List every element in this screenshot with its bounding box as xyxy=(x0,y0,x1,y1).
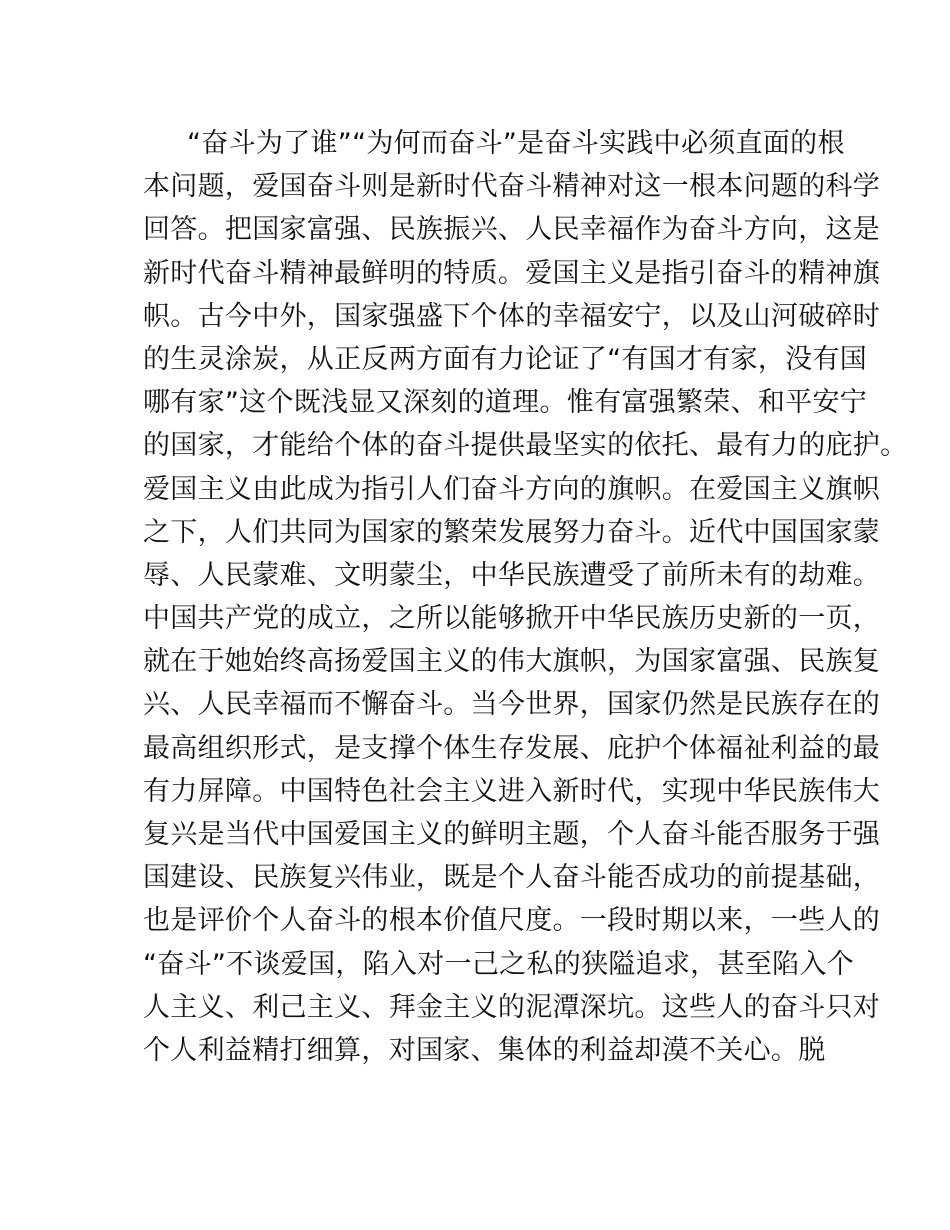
text-line: 人主义、利己主义、拜金主义的泥潭深坑。这些人的奋斗只对 xyxy=(143,991,881,1023)
text-line: 有力屏障。中国特色社会主义进入新时代，实现中华民族伟大 xyxy=(143,775,881,807)
text-line: 个人利益精打细算，对国家、集体的利益却漠不关心。脱 xyxy=(143,1034,826,1066)
text-line: 的国家，才能给个体的奋斗提供最坚实的依托、最有力的庇护。 xyxy=(143,430,908,462)
text-line: 就在于她始终高扬爱国主义的伟大旗帜，为国家富强、民族复 xyxy=(143,646,881,678)
text-line: 中国共产党的成立，之所以能够掀开中华民族历史新的一页， xyxy=(143,603,881,635)
text-line: 新时代奋斗精神最鲜明的特质。爱国主义是指引奋斗的精神旗 xyxy=(143,257,881,289)
text-line: 本问题，爱国奋斗则是新时代奋斗精神对这一根本问题的科学 xyxy=(143,171,881,203)
text-line: 的生灵涂炭，从正反两方面有力论证了“有国才有家，没有国 xyxy=(143,343,868,375)
text-line: 兴、人民幸福而不懈奋斗。当今世界，国家仍然是民族存在的 xyxy=(143,689,881,721)
text-line: “奋斗为了谁”“为何而奋斗”是奋斗实践中必须直面的根 xyxy=(187,128,845,159)
text-line: 回答。把国家富强、民族振兴、人民幸福作为奋斗方向，这是 xyxy=(143,214,881,246)
text-line: 也是评价个人奋斗的根本价值尺度。一段时期以来，一些人的 xyxy=(143,905,881,937)
text-line: 辱、人民蒙难、文明蒙尘，中华民族遭受了前所未有的劫难。 xyxy=(143,559,881,591)
body-paragraph xyxy=(143,122,908,1072)
text-line: 帜。古今中外，国家强盛下个体的幸福安宁，以及山河破碎时 xyxy=(143,300,881,332)
text-line: 之下，人们共同为国家的繁荣发展努力奋斗。近代中国国家蒙 xyxy=(143,516,881,548)
text-line: 哪有家”这个既浅显又深刻的道理。惟有富强繁荣、和平安宁 xyxy=(143,387,868,419)
text-line: 爱国主义由此成为指引人们奋斗方向的旗帜。在爱国主义旗帜 xyxy=(143,473,881,505)
text-line: 复兴是当代中国爱国主义的鲜明主题，个人奋斗能否服务于强 xyxy=(143,819,881,850)
text-line: 最高组织形式，是支撑个体生存发展、庇护个体福祉利益的最 xyxy=(143,732,881,764)
text-line: 国建设、民族复兴伟业，既是个人奋斗能否成功的前提基础， xyxy=(143,862,881,894)
text-line: “奋斗”不谈爱国，陷入对一己之私的狭隘追求，甚至陷入个 xyxy=(143,948,855,980)
